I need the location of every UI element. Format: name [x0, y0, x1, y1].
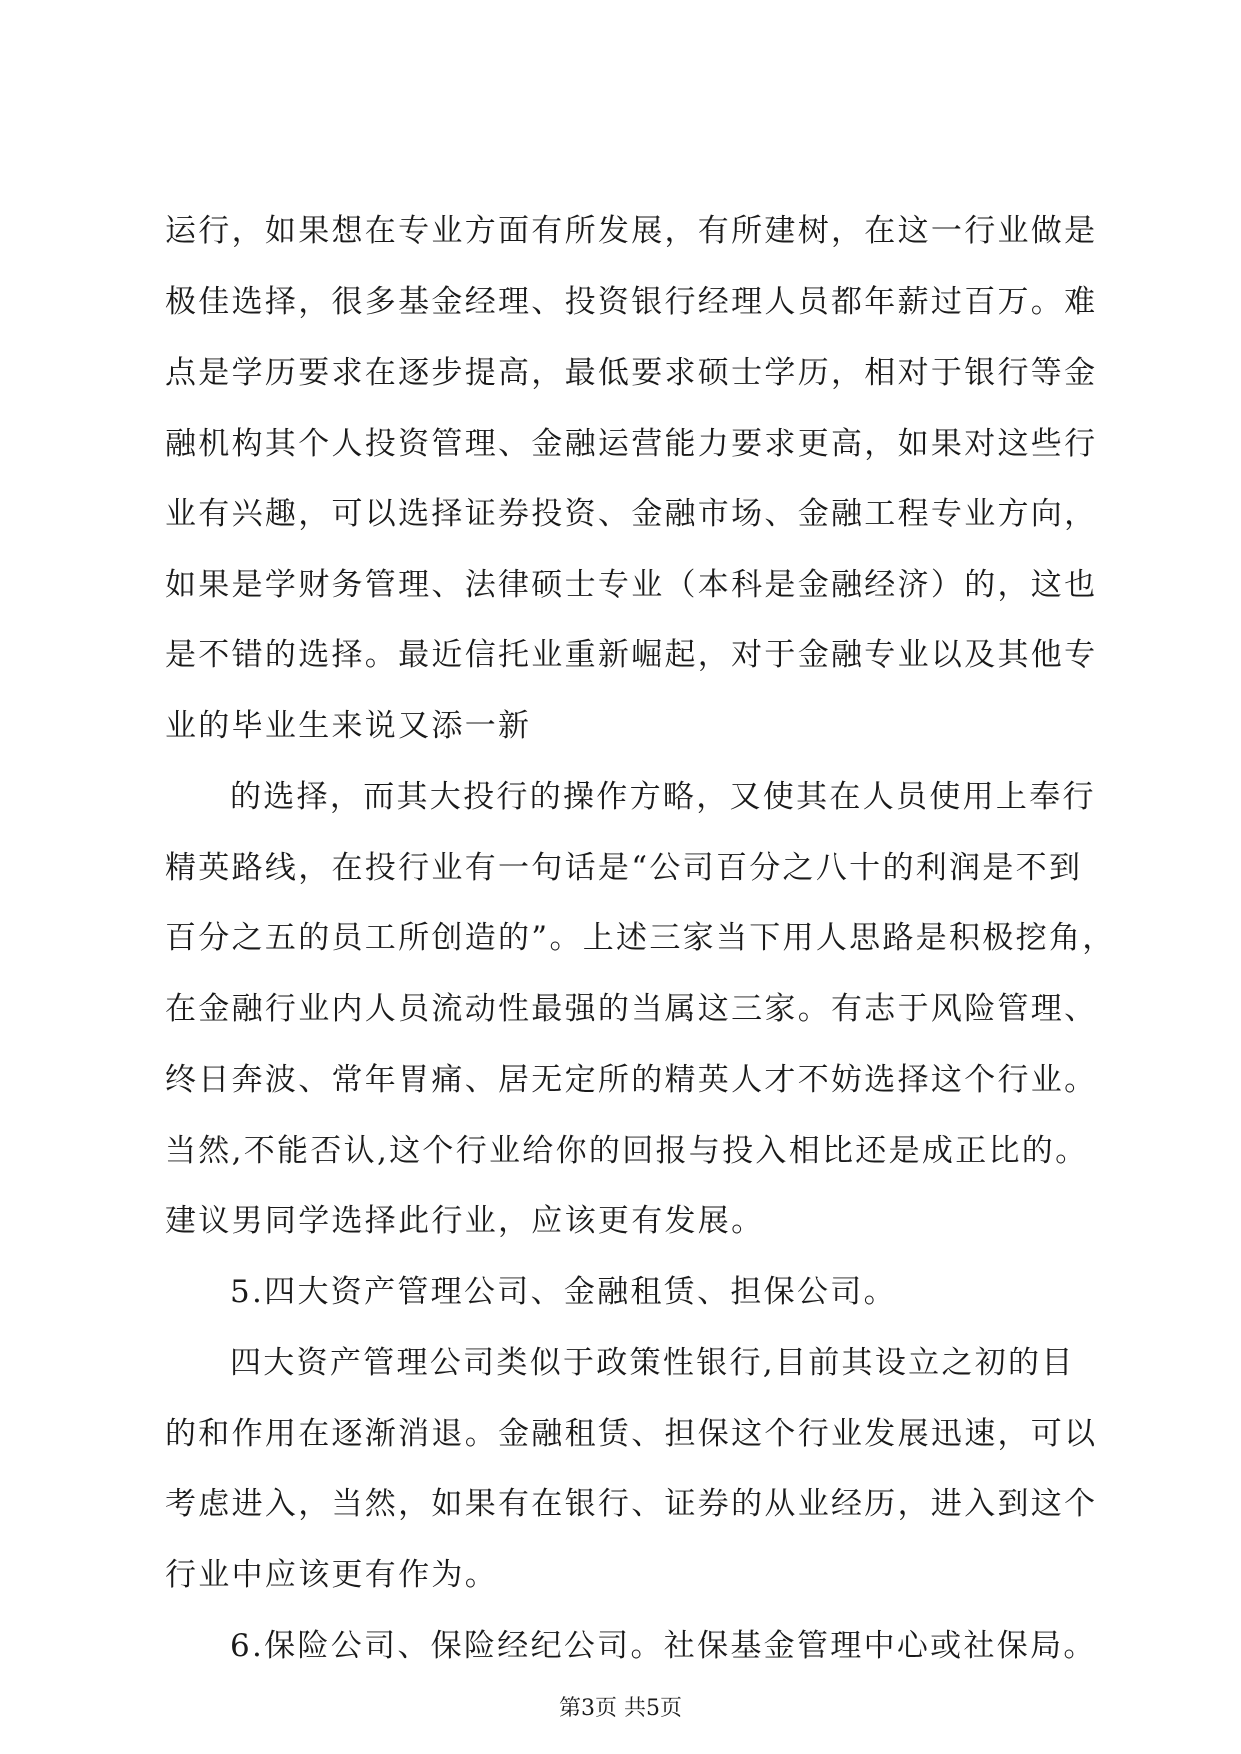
section-heading-6: 6.保险公司、保险经纪公司。社保基金管理中心或社保局。	[230, 1628, 1097, 1664]
text-line: 是不错的选择。最近信托业重新崛起，对于金融专业以及其他专	[165, 637, 1098, 673]
page-number-footer: 第3页 共5页	[559, 1696, 682, 1721]
text-line: 极佳选择，很多基金经理、投资银行经理人员都年薪过百万。难	[165, 284, 1098, 320]
paragraph-start-line: 的选择，而其大投行的操作方略，又使其在人员使用上奉行	[230, 779, 1096, 815]
text-line: 业的毕业生来说又添一新	[165, 708, 532, 744]
text-line: 行业中应该更有作为。	[165, 1557, 498, 1593]
text-line: 建议男同学选择此行业，应该更有发展。	[165, 1203, 765, 1239]
text-line: 精英路线，在投行业有一句话是“公司百分之八十的利润是不到	[165, 850, 1083, 886]
text-line: 终日奔波、常年胃痛、居无定所的精英人才不妨选择这个行业。	[165, 1062, 1098, 1098]
text-line: 融机构其个人投资管理、金融运营能力要求更高，如果对这些行	[165, 426, 1098, 462]
text-line: 的和作用在逐渐消退。金融租赁、担保这个行业发展迅速，可以	[165, 1416, 1098, 1452]
text-line: 考虑进入，当然，如果有在银行、证券的从业经历，进入到这个	[165, 1486, 1098, 1522]
text-line: 业有兴趣，可以选择证券投资、金融市场、金融工程专业方向，	[165, 496, 1098, 532]
text-line: 当然,不能否认,这个行业给你的回报与投入相比还是成正比的。	[165, 1133, 1089, 1169]
text-line: 运行，如果想在专业方面有所发展，有所建树，在这一行业做是	[165, 213, 1098, 249]
section-heading-5: 5.四大资产管理公司、金融租赁、担保公司。	[230, 1274, 897, 1310]
text-line: 在金融行业内人员流动性最强的当属这三家。有志于风险管理、	[165, 991, 1098, 1027]
text-line: 点是学历要求在逐步提高，最低要求硕士学历，相对于银行等金	[165, 355, 1098, 391]
text-line: 百分之五的员工所创造的”。上述三家当下用人思路是积极挖角，	[165, 920, 1116, 956]
paragraph-start-line: 四大资产管理公司类似于政策性银行,目前其设立之初的目	[230, 1345, 1075, 1381]
text-line: 如果是学财务管理、法律硕士专业（本科是金融经济）的，这也	[165, 567, 1098, 603]
